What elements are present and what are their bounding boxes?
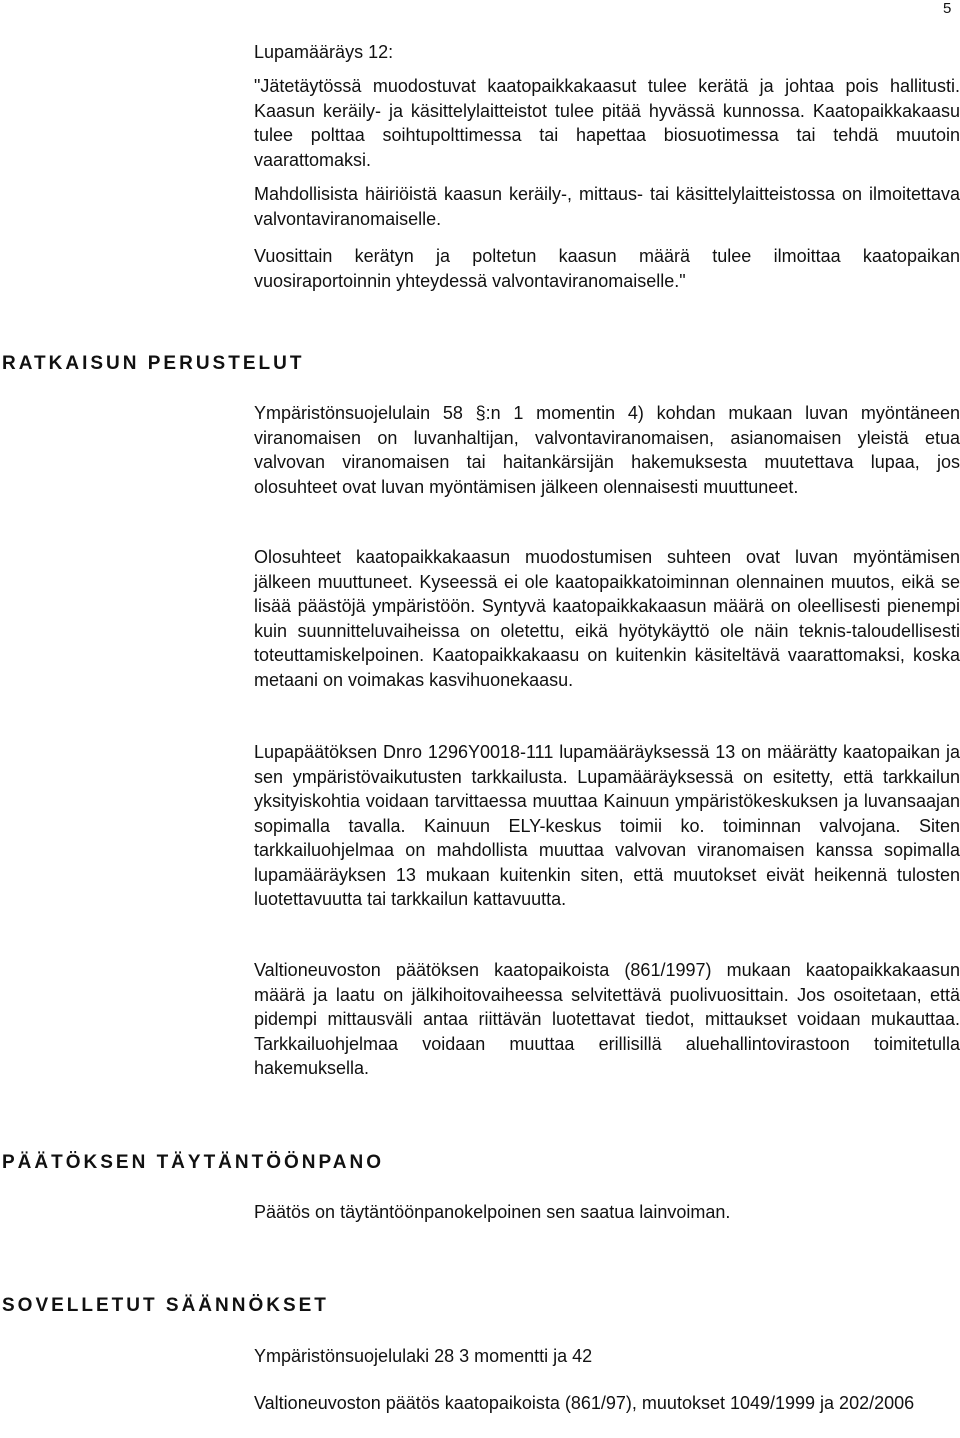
page-number: 5: [943, 0, 952, 17]
perustelut-paragraph-2: Olosuhteet kaatopaikkakaasun muodostumisen suhteen ovat luvan myöntämisen jälkeen muuttuneet. Kyseessä ei ole kaatopaikkatoiminnan olennainen muutos, eikä se lisää päästöjä ympäristöön. Syntyvä kaatopaikkakaasun määrä on oleellisesti pienempi kuin suunnitteluvaiheissa on oletettu, eikä hyötykäyttö ole näin teknis-taloudellisesti toteuttamiskelpoinen. Kaatopaikkakaasu on kuitenkin käsiteltävä vaarattomaksi, koska metaani on voimakas kasvihuonekaasu.: [254, 547, 960, 690]
section-heading-saannokset: SOVELLETUT SÄÄNNÖKSET: [2, 1295, 329, 1316]
taytantoonpano-text: Päätös on täytäntöönpanokelpoinen sen saatua lainvoiman.: [254, 1202, 731, 1222]
condition-paragraph-2: Mahdollisista häiriöistä kaasun keräily-, mittaus- tai käsittelylaitteistossa on ilmoitettava valvontaviranomaiselle.: [254, 184, 960, 229]
perustelut-paragraph-3: Lupapäätöksen Dnro 1296Y0018-111 lupamääräyksessä 13 on määrätty kaatopaikan ja sen ympäristövaikutusten tarkkailusta. Lupamääräyksessä on esitetty, että tarkkailun yksityiskohtia voidaan tarvittaessa muuttaa Kainuun ympäristökeskuksen ja luvansaajan sopimalla tavalla. Kainuun ELY-keskus toimii ko. toiminnan valvojana. Siten tarkkailuohjelmaa on mahdollista muuttaa valvovan viranomaisen kanssa sopimalla lupamääräyksen 13 mukaan kuitenkin siten, että muutokset eivät heikennä tulosten luotettavuutta tai tarkkailun kattavuutta.: [254, 742, 960, 909]
section-heading-taytantoonpano: PÄÄTÖKSEN TÄYTÄNTÖÖNPANO: [2, 1152, 384, 1173]
section-heading-perustelut: RATKAISUN PERUSTELUT: [2, 353, 305, 374]
perustelut-paragraph-1: Ympäristönsuojelulain 58 §:n 1 momentin 4) kohdan mukaan luvan myöntäneen viranomaisen on luvanhaltijan, valvontaviranomaisen, asianomaisen yleistä etua valvovan viranomaisen tai haitankärsijän hakemuksesta muutettava lupaa, jos olosuhteet ovat luvan myöntämisen jälkeen olennaisesti muuttuneet.: [254, 403, 960, 497]
perustelut-paragraph-4: Valtioneuvoston päätöksen kaatopaikoista (861/1997) mukaan kaatopaikkakaasun määrä ja laatu on jälkihoitovaiheessa selvitettävä puolivuosittain. Jos osoitetaan, että pidempi mittausväli antaa riittävän luotettavat tiedot, mittaukset voidaan mukauttaa. Tarkkailuohjelmaa voidaan muuttaa erillisillä aluehallintovirastoon toimitetulla hakemuksella.: [254, 960, 960, 1078]
condition-paragraph-1: "Jätetäytössä muodostuvat kaatopaikkakaasut tulee kerätä ja johtaa pois hallitusti. Kaasun keräily- ja käsittelylaitteistot tulee pitää hyvässä kunnossa. Kaatopaikkakaasu tulee polttaa soihtupolttimessa tai hapettaa biosuotimessa tai tehdä muutoin vaarattomaksi.: [254, 76, 960, 170]
saannokset-item-2: Valtioneuvoston päätös kaatopaikoista (861/97), muutokset 1049/1999 ja 202/2006: [254, 1393, 915, 1413]
saannokset-item-1: Ympäristönsuojelulaki 28 3 momentti ja 42: [254, 1346, 593, 1366]
condition-label: Lupamääräys 12:: [254, 42, 394, 62]
condition-paragraph-3: Vuosittain kerätyn ja poltetun kaasun määrä tulee ilmoittaa kaatopaikan vuosiraportoinnin yhteydessä valvontaviranomaiselle.": [254, 246, 960, 291]
